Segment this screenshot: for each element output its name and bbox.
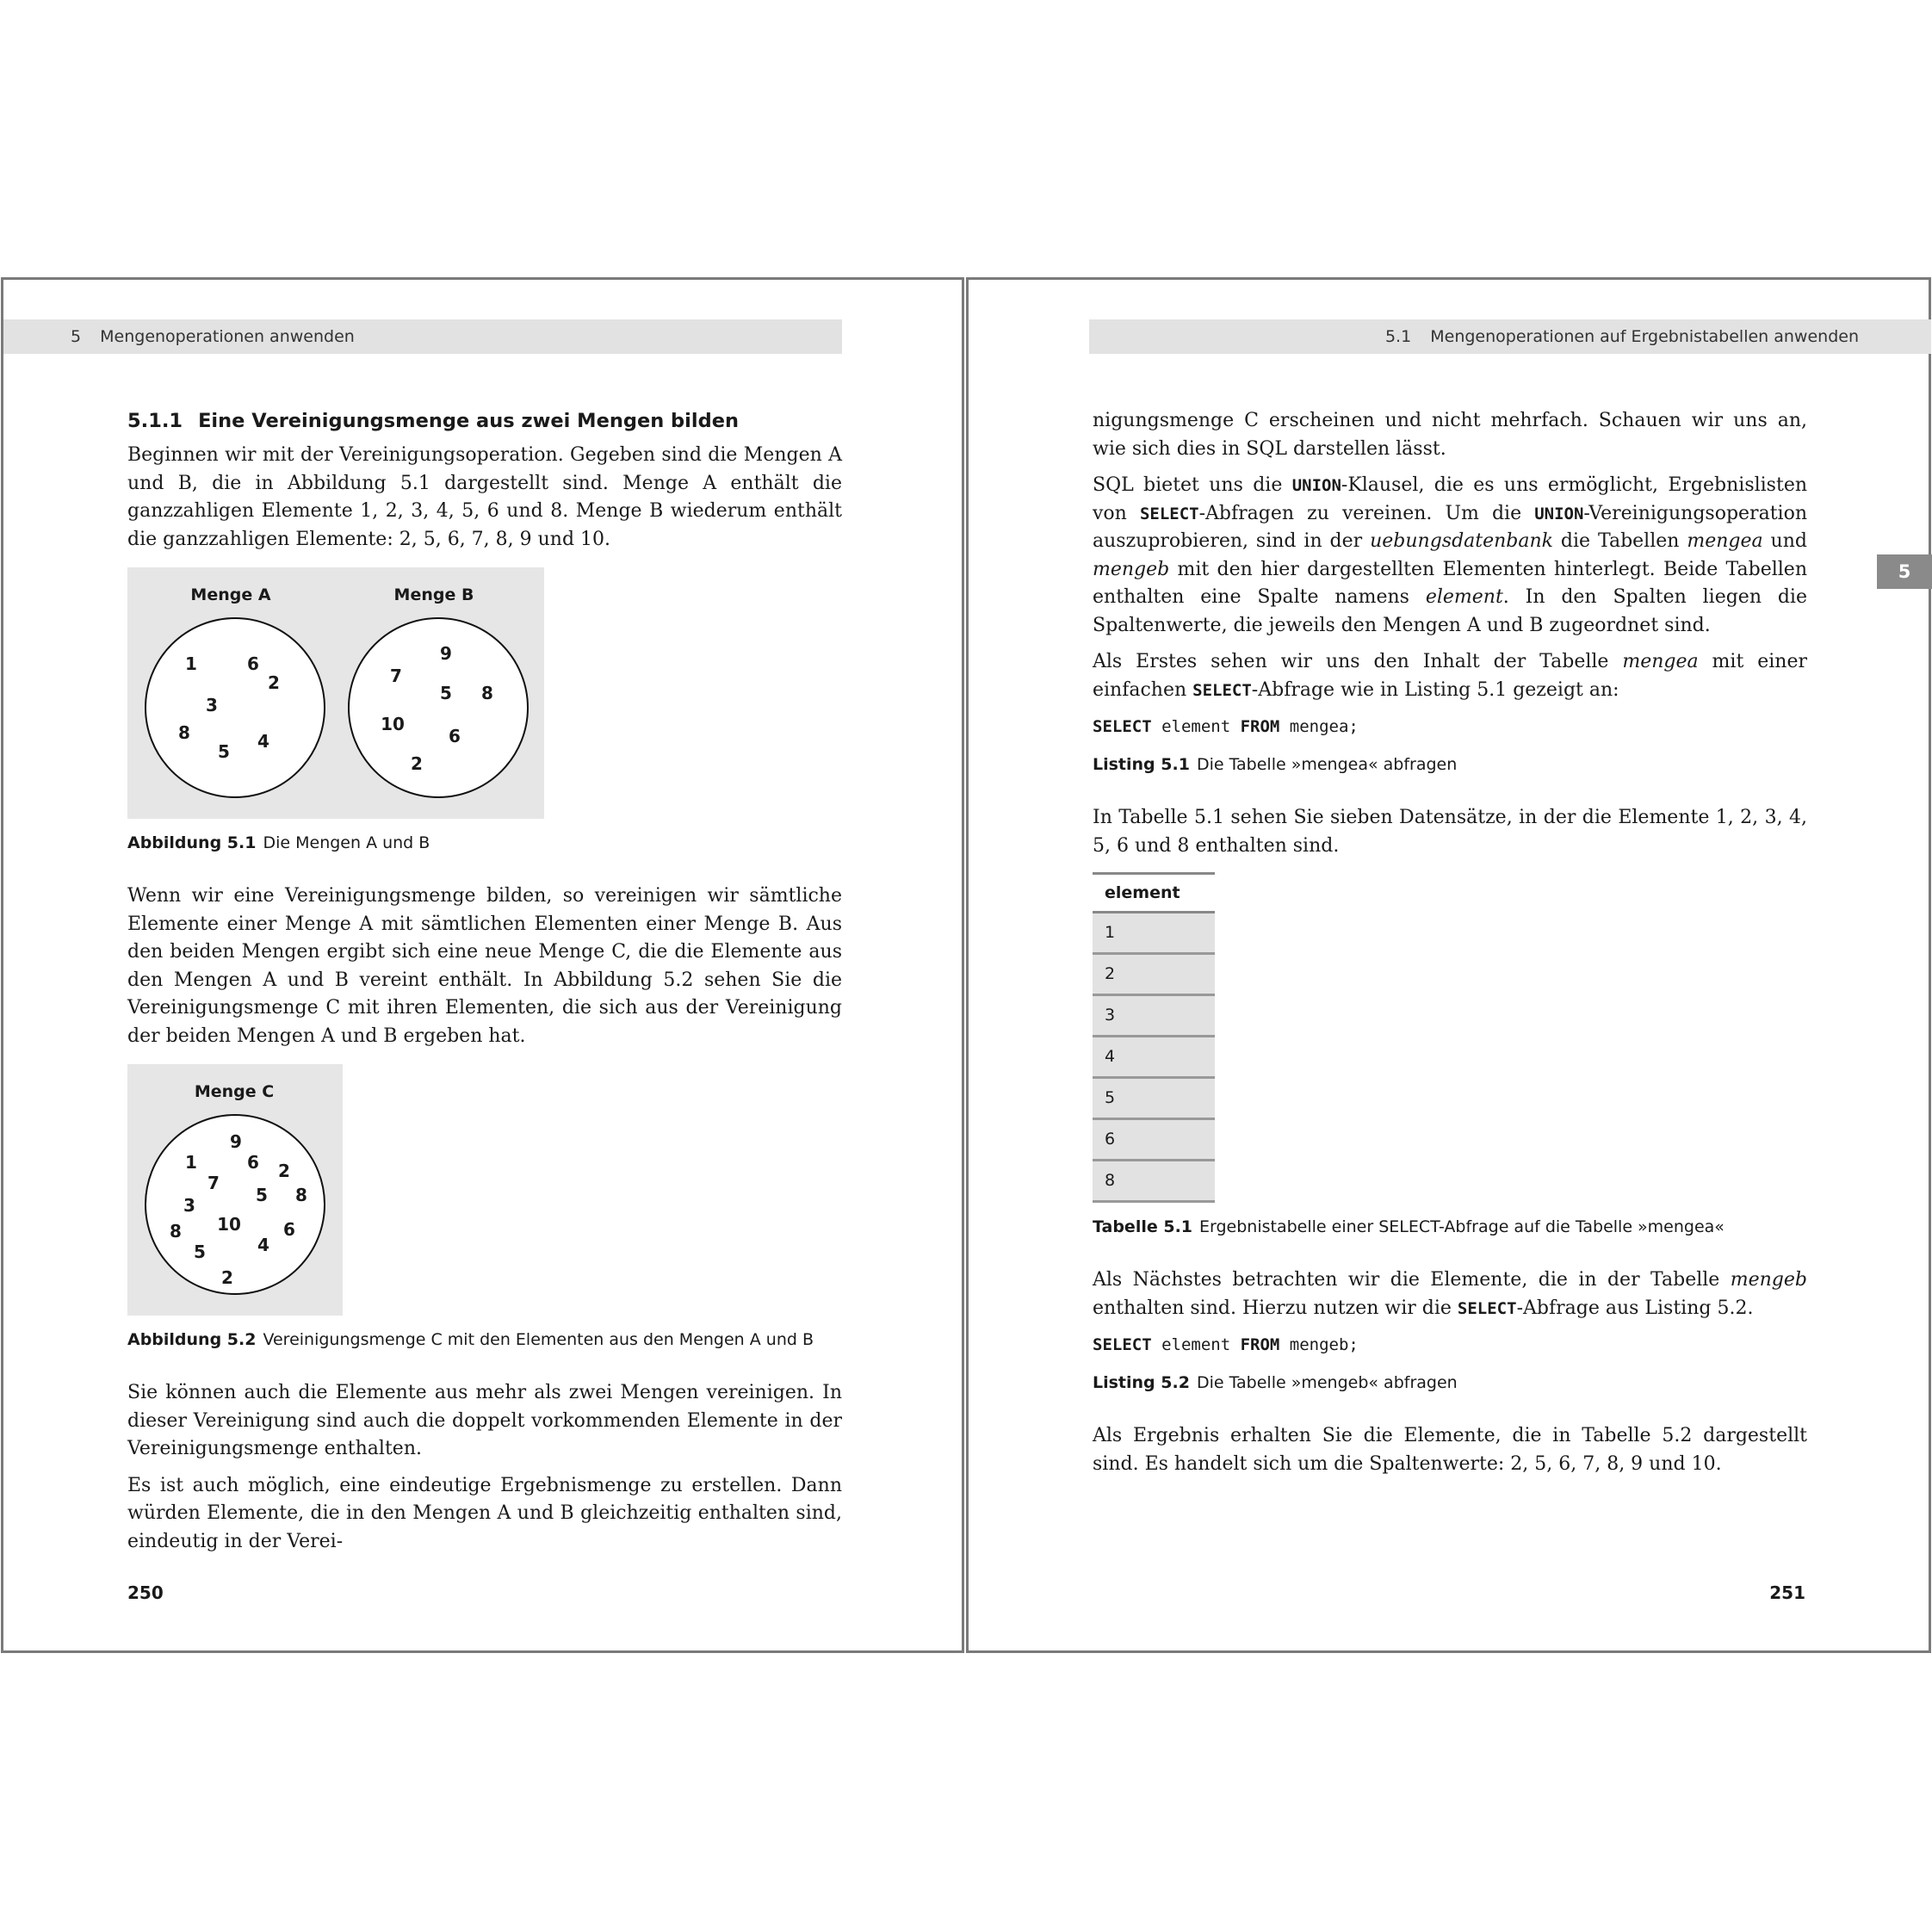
set-a-element: 5 <box>218 741 230 762</box>
text-run: Als Erstes sehen wir uns den Inhalt der Tabelle <box>1093 651 1623 672</box>
section-heading <box>127 407 842 435</box>
set-a-element: 8 <box>178 722 190 743</box>
table-row <box>1093 1161 1215 1202</box>
table-name: mengea <box>1622 651 1699 672</box>
left-content <box>127 407 842 1564</box>
table-caption <box>1093 1215 1807 1239</box>
set-c-element: 5 <box>194 1242 206 1262</box>
set-b-element: 9 <box>440 643 452 664</box>
listing-caption <box>1093 1371 1807 1395</box>
set-c-element: 10 <box>217 1214 241 1235</box>
set-a-element: 4 <box>257 731 269 752</box>
code-text: element <box>1151 1335 1241 1354</box>
code-listing-1 <box>1093 713 1807 740</box>
table-row <box>1093 913 1215 954</box>
code-keyword: FROM <box>1240 1335 1280 1354</box>
text-run: Als Nächstes betrachten wir die Elemente, die in der Tabelle <box>1093 1269 1731 1291</box>
set-b-element: 2 <box>411 753 423 774</box>
text-run: -Abfrage wie in Listing 5.1 gezeigt an: <box>1251 678 1619 701</box>
keyword-select: SELECT <box>1457 1298 1517 1318</box>
section-number: 5.1.1 <box>127 410 183 432</box>
page-number-left: 250 <box>127 1582 164 1603</box>
set-c-element: 6 <box>247 1152 259 1173</box>
table-caption-text: Ergebnistabelle einer SELECT-Abfrage auf die Tabelle »mengea« <box>1199 1217 1725 1236</box>
table-header: element <box>1093 874 1215 913</box>
text-run: SQL bietet uns die <box>1093 474 1292 496</box>
keyword-union: UNION <box>1534 504 1584 523</box>
figure-caption <box>127 1328 842 1352</box>
table-row <box>1093 1078 1215 1119</box>
set-c-element: 3 <box>183 1195 195 1216</box>
text-run: und <box>1762 530 1807 552</box>
set-b-title: Menge B <box>393 585 474 604</box>
set-c-title: Menge C <box>194 1082 275 1101</box>
set-c-element: 7 <box>207 1173 220 1193</box>
text-run: -Klausel, die es uns ermöglicht, Ergebnislisten von <box>1093 474 1808 524</box>
header-chapter-number: 5 <box>71 327 82 346</box>
paragraph-intro: Beginnen wir mit der Vereinigungsoperation. Gegeben sind die Mengen A und B, die in Abbildung 5.1 dargestellt sind. Menge A enthält die ganzzahligen Elemente 1, 2, 3, 4, 5, 6 und 8. Menge B wiederum enthält die ganzzahligen Elemente: 2, 5, 6, 7, 8, 9 und 10. <box>127 444 842 550</box>
figure-caption <box>127 831 842 855</box>
set-a-element: 1 <box>185 653 197 674</box>
paragraph-first-query <box>1093 648 1807 704</box>
table-cell: 5 <box>1093 1078 1215 1119</box>
text-run: -Vereinigungsoperation auszuprobieren, sind in der <box>1093 502 1807 552</box>
figure-caption-text: Die Mengen A und B <box>263 833 430 852</box>
paragraph-multiple-sets: Sie können auch die Elemente aus mehr als zwei Mengen vereinigen. In dieser Vereinigung sind auch die doppelt vorkommenden Elemente in der Vereinigungsmenge enthalten. <box>127 1382 842 1459</box>
text-run: . In den Spalten liegen die Spaltenwerte, die jeweils den Mengen A und B zugeordnet sind. <box>1093 586 1807 636</box>
listing-caption-text: Die Tabelle »mengea« abfragen <box>1196 755 1458 774</box>
paragraph-union-explanation: Wenn wir eine Vereinigungsmenge bilden, so vereinigen wir sämtliche Elemente einer Menge A mit sämtlichen Elementen einer Menge B. Aus den beiden Mengen ergibt sich eine neue Menge C, die die Elemente aus den Mengen A und B vereint enthält. In Abbildung 5.2 sehen Sie die Vereinigungsmenge C mit ihren Elementen, die sich aus der Vereinigung der beiden Mengen A und B ergeben hat. <box>127 885 842 1047</box>
table-name: mengeb <box>1093 558 1170 580</box>
keyword-union: UNION <box>1291 476 1341 495</box>
table-name: mengea <box>1687 530 1763 552</box>
code-keyword: SELECT <box>1093 717 1152 736</box>
keyword-select: SELECT <box>1139 504 1199 523</box>
set-a-element: 3 <box>206 695 218 715</box>
paragraph-union-clause <box>1093 472 1807 640</box>
figure-set-c <box>127 1064 343 1316</box>
set-b-element: 7 <box>390 666 402 686</box>
table-cell: 6 <box>1093 1119 1215 1161</box>
running-header-left <box>3 319 842 354</box>
table-cell: 8 <box>1093 1161 1215 1202</box>
table-cell: 2 <box>1093 954 1215 995</box>
set-c-element: 4 <box>257 1235 269 1255</box>
header-section-number: 5.1 <box>1384 327 1412 346</box>
paragraph-continuation: nigungsmenge C erscheinen und nicht mehrfach. Schauen wir uns an, wie sich dies in SQL darstellen lässt. <box>1093 410 1807 460</box>
set-b-element: 6 <box>449 726 461 746</box>
database-name: uebungsdatenbank <box>1370 530 1554 552</box>
right-page <box>966 277 1931 1653</box>
listing-caption <box>1093 752 1807 777</box>
text-run: -Abfrage aus Listing 5.2. <box>1516 1297 1754 1319</box>
listing-caption-text: Die Tabelle »mengeb« abfragen <box>1196 1373 1458 1392</box>
table-row <box>1093 995 1215 1037</box>
set-b-circle <box>348 617 529 798</box>
set-a-element: 2 <box>268 672 280 693</box>
table-cell: 3 <box>1093 995 1215 1037</box>
text-run: -Abfragen zu vereinen. Um die <box>1198 502 1535 524</box>
code-text: mengeb; <box>1279 1335 1359 1354</box>
table-name: mengeb <box>1730 1269 1807 1291</box>
figure-caption-label: Abbildung 5.2 <box>127 1330 257 1349</box>
table-caption-label: Tabelle 5.1 <box>1093 1217 1193 1236</box>
left-page <box>1 277 964 1653</box>
text-run: mit einer einfachen <box>1093 651 1807 701</box>
paragraph-result: Als Ergebnis erhalten Sie die Elemente, die in Tabelle 5.2 dargestellt sind. Es handelt sich um die Spaltenwerte: 2, 5, 6, 7, 8, 9 und 10. <box>1093 1425 1807 1475</box>
set-c-element: 2 <box>278 1161 290 1181</box>
table-row <box>1093 954 1215 995</box>
result-table <box>1093 872 1215 1203</box>
keyword-select: SELECT <box>1192 680 1252 700</box>
section-title: Eine Vereinigungsmenge aus zwei Mengen bilden <box>198 410 739 432</box>
text-run: die Tabellen <box>1553 530 1687 552</box>
running-header-right <box>1089 319 1931 354</box>
set-c-element: 2 <box>221 1267 233 1288</box>
header-section-title: Mengenoperationen auf Ergebnistabellen anwenden <box>1430 327 1859 346</box>
set-c-element: 9 <box>230 1131 242 1152</box>
text-run: mit den hier dargestellten Elementen hinterlegt. Beide Tabellen enthalten eine Spalte namens <box>1093 558 1807 608</box>
set-c-element: 6 <box>283 1219 295 1240</box>
table-cell: 1 <box>1093 913 1215 954</box>
figure-caption-text: Vereinigungsmenge C mit den Elementen aus den Mengen A und B <box>263 1330 814 1349</box>
table-row <box>1093 1119 1215 1161</box>
code-text: element <box>1151 717 1241 736</box>
set-a-element: 6 <box>247 653 259 674</box>
paragraph-next-query <box>1093 1266 1807 1322</box>
set-a-circle <box>145 617 325 798</box>
code-listing-2 <box>1093 1331 1807 1359</box>
set-b-element: 8 <box>481 683 493 703</box>
header-chapter-title: Mengenoperationen anwenden <box>100 327 355 346</box>
set-c-element: 8 <box>170 1221 182 1242</box>
code-text: mengea; <box>1279 717 1359 736</box>
set-c-circle <box>145 1114 325 1295</box>
column-name: element <box>1425 586 1503 608</box>
chapter-thumb-tab: 5 <box>1877 554 1932 589</box>
table-row <box>1093 1037 1215 1078</box>
code-keyword: SELECT <box>1093 1335 1152 1354</box>
listing-caption-label: Listing 5.2 <box>1093 1373 1190 1392</box>
set-c-element: 8 <box>295 1185 307 1205</box>
table-cell: 4 <box>1093 1037 1215 1078</box>
listing-caption-label: Listing 5.1 <box>1093 755 1190 774</box>
set-c-element: 5 <box>256 1185 268 1205</box>
right-content <box>1093 407 1807 1487</box>
set-b-element: 5 <box>440 683 452 703</box>
text-run: enthalten sind. Hierzu nutzen wir die <box>1093 1297 1458 1319</box>
set-a-title: Menge A <box>190 585 271 604</box>
paragraph-table-intro: In Tabelle 5.1 sehen Sie sieben Datensätze, in der die Elemente 1, 2, 3, 4, 5, 6 und 8 enthalten sind. <box>1093 807 1807 857</box>
figure-sets-a-b <box>127 567 544 819</box>
code-keyword: FROM <box>1240 717 1280 736</box>
set-c-element: 1 <box>185 1152 197 1173</box>
set-b-element: 10 <box>381 714 405 734</box>
paragraph-unique-result: Es ist auch möglich, eine eindeutige Ergebnismenge zu erstellen. Dann würden Elemente, die in den Mengen A und B gleichzeitig enthalten sind, eindeutig in der Verei- <box>127 1474 842 1552</box>
page-number-right: 251 <box>1769 1582 1805 1603</box>
figure-caption-label: Abbildung 5.1 <box>127 833 257 852</box>
